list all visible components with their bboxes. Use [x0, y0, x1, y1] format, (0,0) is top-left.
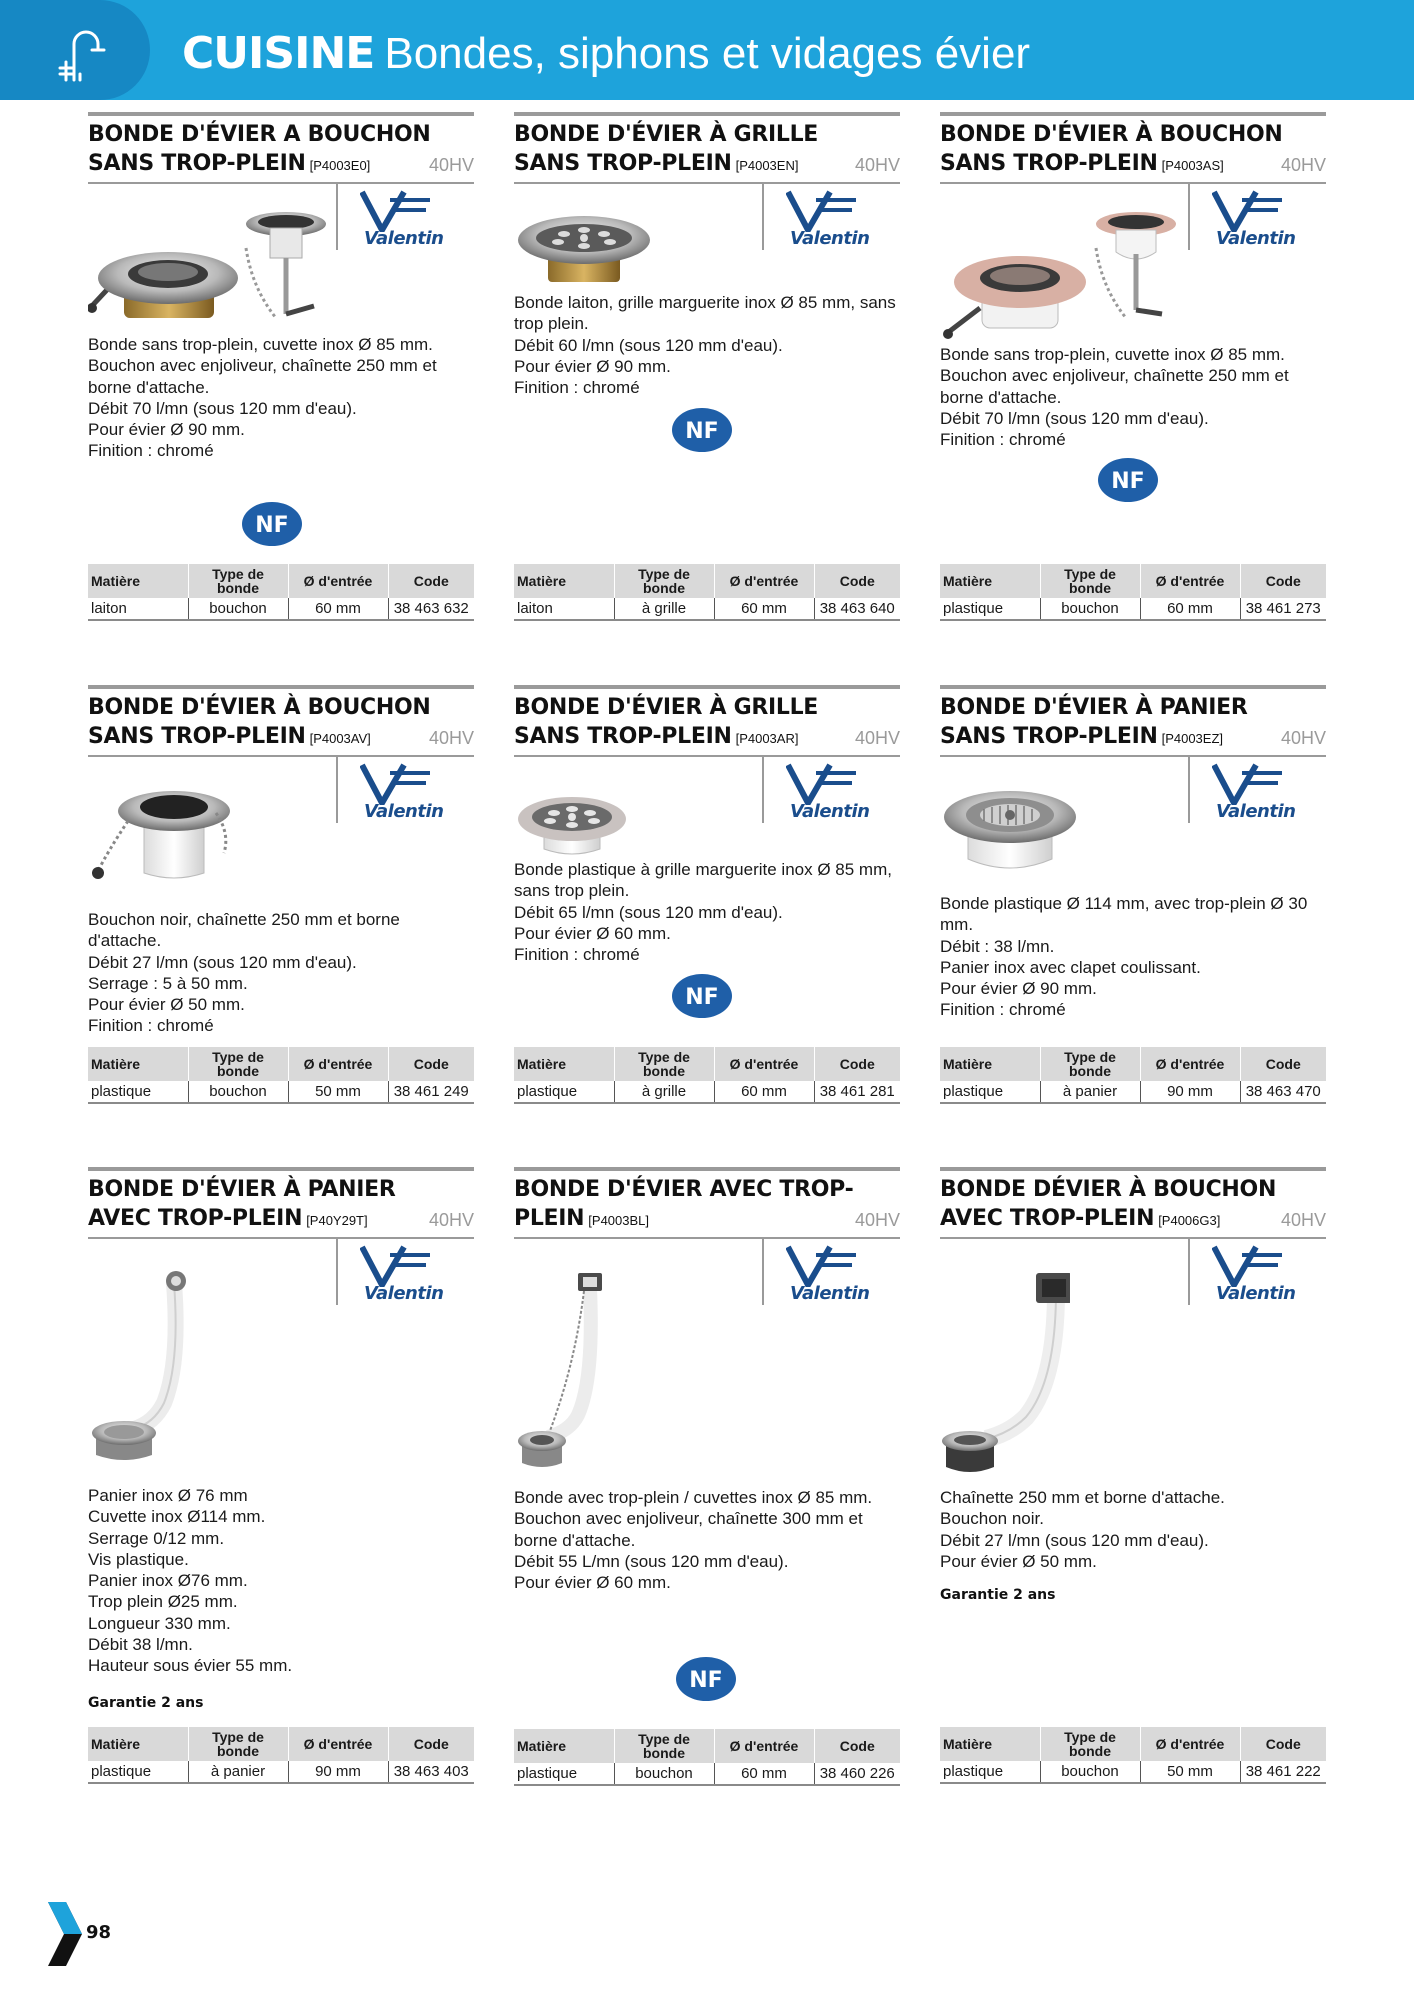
product-description: Bonde plastique à grille marguerite inox Ø 85 mm, sans trop plein. Débit 65 l/mn (sous 120 mm d'eau). Pour évier Ø 60 mm. Finition : chromé [514, 860, 892, 965]
product-title: BONDE D'ÉVIER À PANIER AVEC TROP-PLEIN [P40Y29T] [88, 1177, 396, 1231]
product-card [514, 1167, 900, 1787]
spec-table: Matière Type de bonde Ø d'entrée Code laiton à grille 60 mm 38 463 640 [514, 564, 900, 621]
spec-table: Matière Type de bonde Ø d'entrée Code plastique bouchon 50 mm 38 461 222 [940, 1727, 1326, 1784]
product-description: Bonde sans trop-plein, cuvette inox Ø 85 mm. Bouchon avec enjoliveur, chaînette 250 mm et borne d'attache. Débit 70 l/mn (sous 120 mm d'eau). Pour évier Ø 90 mm. Finition : chromé [88, 335, 437, 461]
spec-table: Matière Type de bonde Ø d'entrée Code plastique bouchon 50 mm 38 461 249 [88, 1047, 474, 1104]
product-code: 40HV [428, 155, 474, 175]
product-card [514, 112, 900, 632]
product-card [940, 112, 1326, 632]
product-ref: [P4003E0] [309, 158, 371, 173]
product-image [514, 1267, 614, 1477]
valentin-logo: Valentin [336, 757, 474, 823]
table-row: plastique à panier 90 mm 38 463 403 [88, 1761, 474, 1783]
product-code: 40HV [854, 1210, 900, 1230]
svg-text:NF: NF [1111, 469, 1145, 494]
product-image [88, 781, 238, 891]
svg-text:NF: NF [255, 513, 289, 538]
product-header [940, 1167, 1326, 1239]
product-title: BONDE D'ÉVIER A BOUCHON SANS TROP-PLEIN [P4003E0] [88, 122, 431, 176]
product-header [940, 685, 1326, 757]
spec-table: Matière Type de bonde Ø d'entrée Code plastique à panier 90 mm 38 463 403 [88, 1727, 474, 1784]
spec-table: Matière Type de bonde Ø d'entrée Code plastique bouchon 60 mm 38 460 226 [514, 1729, 900, 1786]
valentin-logo: Valentin [336, 1239, 474, 1305]
svg-text:NF: NF [689, 1668, 723, 1693]
product-card [88, 112, 474, 632]
product-ref: [P4003AS] [1161, 158, 1224, 173]
product-code: 40HV [428, 1210, 474, 1230]
product-card [940, 1167, 1326, 1787]
table-row: laiton bouchon 60 mm 38 463 632 [88, 598, 474, 620]
product-ref: [P4003EZ] [1161, 731, 1224, 746]
product-ref: [P4003AV] [309, 731, 371, 746]
product-title: BONDE D'ÉVIER À GRILLE SANS TROP-PLEIN [P4003AR] [514, 695, 819, 749]
product-image [88, 1267, 198, 1467]
page-number: 98 [86, 1922, 112, 1943]
table-row: plastique bouchon 60 mm 38 461 273 [940, 598, 1326, 620]
product-image [514, 791, 630, 861]
product-description: Chaînette 250 mm et borne d'attache. Bouchon noir. Débit 27 l/mn (sous 120 mm d'eau). Pour évier Ø 50 mm. [940, 1488, 1225, 1571]
svg-text:NF: NF [685, 985, 719, 1010]
product-card [514, 685, 900, 1105]
valentin-logo: Valentin [1188, 1239, 1326, 1305]
product-title: BONDE DÉVIER À BOUCHON AVEC TROP-PLEIN [P4006G3] [940, 1177, 1277, 1231]
product-ref: [P4003AR] [735, 731, 799, 746]
table-row: plastique à grille 60 mm 38 461 281 [514, 1081, 900, 1103]
product-title: BONDE D'ÉVIER À GRILLE SANS TROP-PLEIN [P4003EN] [514, 122, 819, 176]
product-code: 40HV [854, 155, 900, 175]
svg-text:NF: NF [685, 419, 719, 444]
product-image [940, 785, 1080, 889]
product-code: 40HV [854, 728, 900, 748]
valentin-logo: Valentin [1188, 757, 1326, 823]
product-description: Bonde laiton, grille marguerite inox Ø 85 mm, sans trop plein. Débit 60 l/mn (sous 120 mm d'eau). Pour évier Ø 90 mm. Finition : chromé [514, 293, 896, 398]
table-row: plastique à panier 90 mm 38 463 470 [940, 1081, 1326, 1103]
valentin-logo: Valentin [762, 1239, 900, 1305]
product-image [940, 208, 1180, 348]
warranty-note: Garantie 2 ans [940, 1587, 1056, 1603]
nf-certification-logo [238, 496, 306, 548]
product-header [514, 1167, 900, 1239]
warranty-note: Garantie 2 ans [88, 1695, 204, 1711]
product-ref: [P40Y29T] [306, 1213, 368, 1228]
page-arrow-icon [48, 1902, 84, 1966]
page-title [182, 24, 1030, 84]
product-code: 40HV [428, 728, 474, 748]
product-image [88, 208, 328, 338]
valentin-logo: Valentin [1188, 184, 1326, 250]
product-code: 40HV [1280, 155, 1326, 175]
spec-table: Matière Type de bonde Ø d'entrée Code plastique bouchon 60 mm 38 461 273 [940, 564, 1326, 621]
nf-certification-logo [668, 968, 736, 1020]
table-row: plastique bouchon 50 mm 38 461 249 [88, 1081, 474, 1103]
product-description: Panier inox Ø 76 mm Cuvette inox Ø114 mm. Serrage 0/12 mm. Vis plastique. Panier inox Ø76 mm. Trop plein Ø25 mm. Longueur 330 mm. Débit 38 l/mn. Hauteur sous évier 55 mm. [88, 1486, 293, 1676]
product-card [940, 685, 1326, 1105]
nf-certification-logo [1094, 452, 1162, 504]
product-header [514, 112, 900, 184]
product-code: 40HV [1280, 1210, 1326, 1230]
product-header [88, 685, 474, 757]
category-label: CUISINE [182, 28, 375, 79]
product-header [514, 685, 900, 757]
product-image [514, 210, 654, 290]
product-title: BONDE D'ÉVIER AVEC TROP- PLEIN [P4003BL] [514, 1177, 854, 1231]
product-title: BONDE D'ÉVIER À BOUCHON SANS TROP-PLEIN [P4003AS] [940, 122, 1283, 176]
product-header [88, 112, 474, 184]
valentin-logo: Valentin [336, 184, 474, 250]
spec-table: Matière Type de bonde Ø d'entrée Code plastique à panier 90 mm 38 463 470 [940, 1047, 1326, 1104]
product-ref: [P4003EN] [735, 158, 799, 173]
product-header [88, 1167, 474, 1239]
product-description: Bonde plastique Ø 114 mm, avec trop-plein Ø 30 mm. Débit : 38 l/mn. Panier inox avec clapet coulissant. Pour évier Ø 90 mm. Finition : chromé [940, 894, 1308, 1020]
valentin-logo: Valentin [762, 757, 900, 823]
product-header [940, 112, 1326, 184]
product-code: 40HV [1280, 728, 1326, 748]
product-description: Bonde sans trop-plein, cuvette inox Ø 85 mm. Bouchon avec enjoliveur, chaînette 250 mm et borne d'attache. Débit 70 l/mn (sous 120 mm d'eau). Finition : chromé [940, 345, 1289, 450]
faucet-icon [52, 22, 116, 86]
page-header [0, 0, 1414, 100]
product-ref: [P4006G3] [1158, 1213, 1221, 1228]
product-card [88, 1167, 474, 1787]
product-description: Bonde avec trop-plein / cuvettes inox Ø 85 mm. Bouchon avec enjoliveur, chaînette 300 mm et borne d'attache. Débit 55 L/mn (sous 120 mm d'eau). Pour évier Ø 60 mm. [514, 1488, 873, 1593]
table-row: laiton à grille 60 mm 38 463 640 [514, 598, 900, 620]
nf-certification-logo [672, 1651, 740, 1703]
spec-table: Matière Type de bonde Ø d'entrée Code laiton bouchon 60 mm 38 463 632 [88, 564, 474, 621]
nf-certification-logo [668, 402, 736, 454]
table-row: plastique bouchon 60 mm 38 460 226 [514, 1763, 900, 1785]
product-card [88, 685, 474, 1105]
product-image [940, 1267, 1070, 1477]
product-ref: [P4003BL] [588, 1213, 649, 1228]
valentin-logo: Valentin [762, 184, 900, 250]
category-subtitle: Bondes, siphons et vidages évier [384, 29, 1031, 78]
product-title: BONDE D'ÉVIER À PANIER SANS TROP-PLEIN [P4003EZ] [940, 695, 1248, 749]
product-description: Bouchon noir, chaînette 250 mm et borne d'attache. Débit 27 l/mn (sous 120 mm d'eau). Serrage : 5 à 50 mm. Pour évier Ø 50 mm. Finition : chromé [88, 910, 400, 1036]
product-title: BONDE D'ÉVIER À BOUCHON SANS TROP-PLEIN [P4003AV] [88, 695, 431, 749]
table-row: plastique bouchon 50 mm 38 461 222 [940, 1761, 1326, 1783]
spec-table: Matière Type de bonde Ø d'entrée Code plastique à grille 60 mm 38 461 281 [514, 1047, 900, 1104]
